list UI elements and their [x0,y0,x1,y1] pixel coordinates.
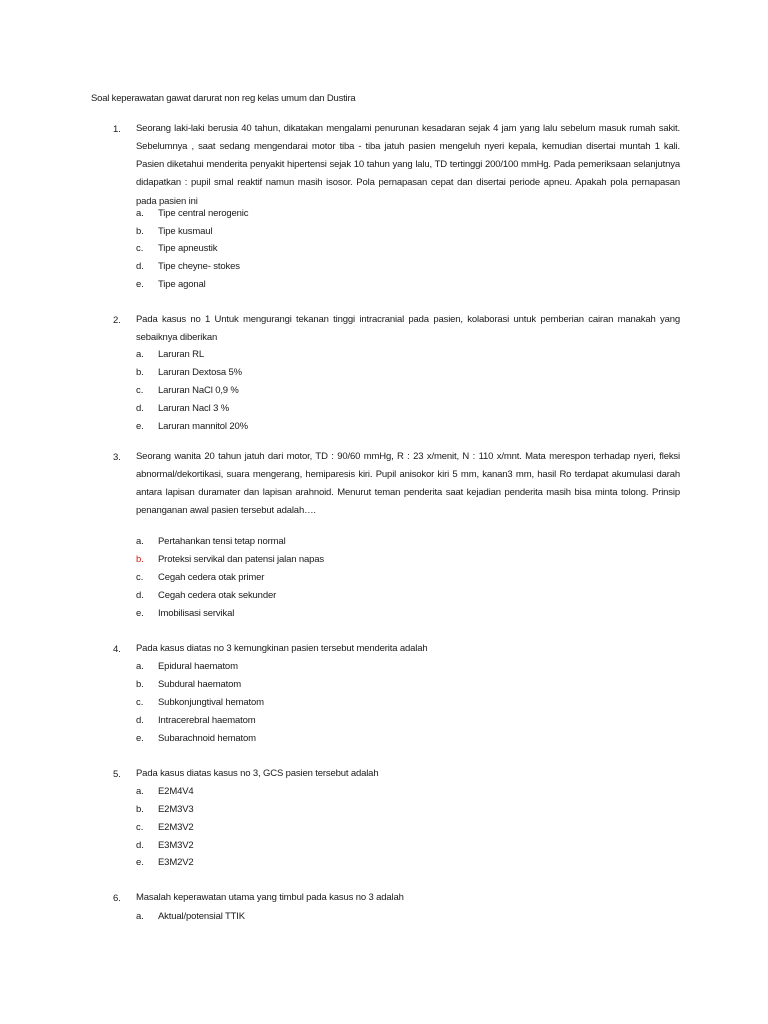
option-letter: c. [136,385,144,396]
option-letter: b. [136,226,144,237]
option-letter: a. [136,786,144,797]
option-text: Laruran RL [158,349,205,360]
option-text: Imobilisasi servikal [158,608,235,619]
option-text: Intracerebral haematom [158,715,256,726]
question-number: 3. [113,452,121,463]
option-letter: d. [136,715,144,726]
question-text: Seorang wanita 20 tahun jatuh dari motor, TD : 90/60 mmHg, R : 23 x/menit, N : 110 x/mnt. Mata merespon terhadap nyeri, fleksi abnormal/dekortikasi, suara mengerang, hemiparesis kiri. Pupil anisokor kiri 5 mm, kanan3 mm, hasil Ro terdapat akumulasi darah antara lapisan duramater dan lapisan arahnoid. Menurut teman penderita saat kejadian penderita masih bisa minta tolong. Prinsip penanganan awal pasien tersebut adalah…. [136,450,680,517]
option-letter: e. [136,421,144,432]
option-letter-highlighted: b. [136,554,144,565]
option-text: E3M3V2 [158,840,194,851]
question-text: Pada kasus no 1 Untuk mengurangi tekanan tinggi intracranial pada pasien, kolaborasi untuk pemberian cairan manakah yang sebaiknya diberikan [136,313,680,343]
option-letter: e. [136,608,144,619]
option-letter: b. [136,804,144,815]
option-text: Aktual/potensial TTIK [158,911,245,922]
option-text: E2M3V2 [158,822,194,833]
option-letter: c. [136,243,144,254]
question-number: 6. [113,893,121,904]
option-text: Laruran mannitol 20% [158,421,248,432]
option-text: Laruran Nacl 3 % [158,403,229,414]
question-number: 2. [113,315,121,326]
question-number: 5. [113,769,121,780]
option-letter: a. [136,911,144,922]
option-letter: a. [136,208,144,219]
question-text: Masalah keperawatan utama yang timbul pada kasus no 3 adalah [136,891,404,903]
option-text: E2M4V4 [158,786,194,797]
option-text: Laruran NaCl 0,9 % [158,385,239,396]
option-letter: c. [136,572,144,583]
option-text: Laruran Dextosa 5% [158,367,242,378]
question-text: Seorang laki-laki berusia 40 tahun, dikatakan mengalami penurunan kesadaran sejak 4 jam yang lalu sebelum masuk rumah sakit. Sebelumnya , saat sedang mengendarai motor tiba - tiba jatuh pasien mengeluh nyeri kepala, kemudian disertai muntah 1 kali. Pasien diketahui menderita penyakit hipertensi sejak 10 tahun yang lalu, TD tertinggi 200/100 mmHg. Pada pemeriksaan selanjutnya didapatkan : pupil smal reaktif namun masih isosor. Pola pernapasan cepat dan disertai periode apneu. Apakah pola pernapasan pada pasien ini [136,122,680,207]
option-text: Cegah cedera otak primer [158,572,265,583]
option-text: Tipe cheyne- stokes [158,261,240,272]
option-text: E3M2V2 [158,857,194,868]
option-letter: a. [136,536,144,547]
option-letter: d. [136,590,144,601]
question-text: Pada kasus diatas kasus no 3, GCS pasien tersebut adalah [136,767,379,779]
option-letter: d. [136,840,144,851]
option-text: Subarachnoid hematom [158,733,256,744]
document-title: Soal keperawatan gawat darurat non reg kelas umum dan Dustira [91,93,356,104]
question-number: 4. [113,644,121,655]
option-text: Subdural haematom [158,679,242,690]
option-text: Pertahankan tensi tetap normal [158,536,286,547]
option-text: E2M3V3 [158,804,194,815]
option-letter: e. [136,279,144,290]
option-letter: e. [136,857,144,868]
option-text: Epidural haematom [158,661,238,672]
option-letter: b. [136,367,144,378]
option-letter: b. [136,679,144,690]
option-text: Tipe agonal [158,279,206,290]
option-text: Cegah cedera otak sekunder [158,590,277,601]
option-text: Tipe apneustik [158,243,218,254]
option-letter: d. [136,403,144,414]
option-text: Subkonjungtival hematom [158,697,264,708]
option-letter: c. [136,697,144,708]
option-letter: a. [136,661,144,672]
question-text: Pada kasus diatas no 3 kemungkinan pasien tersebut menderita adalah [136,642,428,654]
option-letter: c. [136,822,144,833]
option-letter: d. [136,261,144,272]
question-number: 1. [113,124,121,135]
option-text: Tipe central nerogenic [158,208,249,219]
option-text: Proteksi servikal dan patensi jalan napas [158,554,325,565]
option-text: Tipe kusmaul [158,226,213,237]
option-letter: e. [136,733,144,744]
option-letter: a. [136,349,144,360]
